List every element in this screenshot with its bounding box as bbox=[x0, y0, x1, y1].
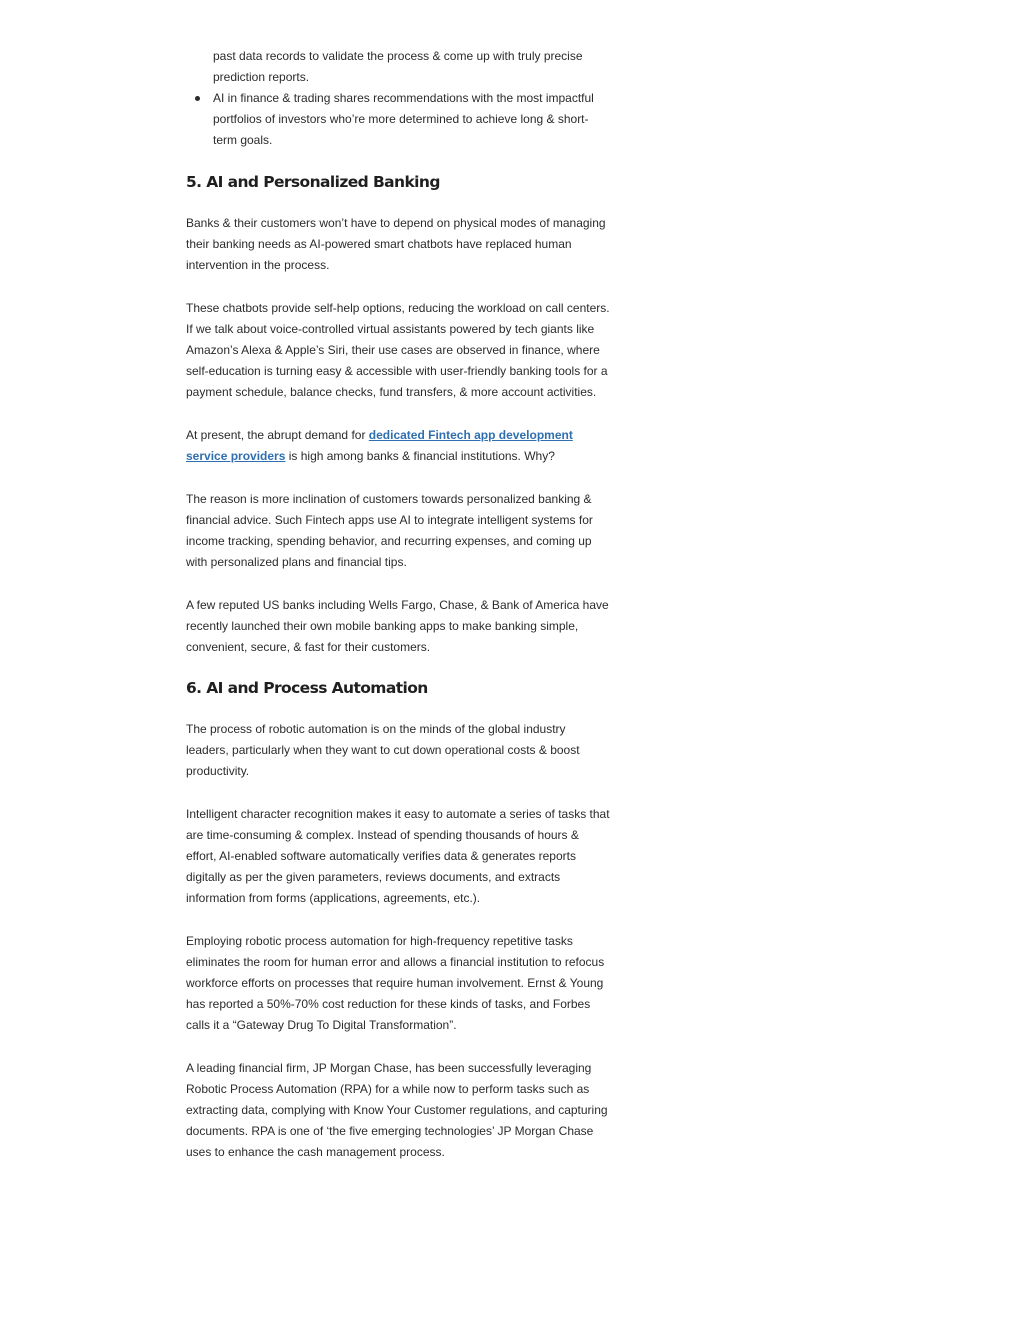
paragraph-with-link bbox=[186, 425, 611, 467]
paragraph: A leading financial firm, JP Morgan Chase, has been successfully leveraging Robotic Process Automation (RPA) for a while now to perform tasks such as extracting data, complying with Know Your Customer regulations, and capturing documents. RPA is one of ‘the five emerging technologies’ JP Morgan Chase uses to enhance the cash management process. bbox=[186, 1061, 608, 1159]
paragraph: The process of robotic automation is on the minds of the global industry leaders, particularly when they want to cut down operational costs & boost productivity. bbox=[186, 722, 580, 778]
paragraph-text: is high among banks & financial institutions. Why? bbox=[285, 449, 555, 463]
paragraph-text: At present, the abrupt demand for bbox=[186, 428, 369, 442]
paragraph: These chatbots provide self-help options, reducing the workload on call centers. If we talk about voice-controlled virtual assistants powered by tech giants like Amazon’s Alexa & Apple’s Siri, their use cases are observed in finance, where self-education is turning easy & accessible with user-friendly banking tools for a payment schedule, balance checks, fund transfers, & more account activities. bbox=[186, 301, 610, 399]
list-item: AI in finance & trading shares recommendations with the most impactful portfolios of investors who’re more determined to achieve long & short-term goals. bbox=[213, 88, 611, 151]
paragraph: Intelligent character recognition makes it easy to automate a series of tasks that are time-consuming & complex. Instead of spending thousands of hours & effort, AI-enabled software automatically verifies data & generates reports digitally as per the given parameters, reviews documents, and extracts information from forms (applications, agreements, etc.). bbox=[186, 807, 610, 905]
paragraph: The reason is more inclination of customers towards personalized banking & financial advice. Such Fintech apps use AI to integrate intelligent systems for income tracking, spending behavior, and recurring expenses, and coming up with personalized plans and financial tips. bbox=[186, 492, 593, 569]
section-heading-personalized-banking: 5. AI and Personalized Banking bbox=[186, 173, 440, 191]
paragraph: A few reputed US banks including Wells Fargo, Chase, & Bank of America have recently launched their own mobile banking apps to make banking simple, convenient, secure, & fast for their customers. bbox=[186, 598, 609, 654]
section-heading-process-automation: 6. AI and Process Automation bbox=[186, 679, 428, 697]
article-body bbox=[186, 46, 611, 1163]
fintech-app-development-link[interactable]: dedicated Fintech app development service providers bbox=[186, 428, 573, 463]
bullet-list bbox=[186, 46, 611, 151]
paragraph: Banks & their customers won’t have to depend on physical modes of managing their banking needs as AI-powered smart chatbots have replaced human intervention in the process. bbox=[186, 216, 606, 272]
list-item: past data records to validate the process & come up with truly precise prediction reports. bbox=[213, 49, 583, 84]
paragraph: Employing robotic process automation for high-frequency repetitive tasks eliminates the room for human error and allows a financial institution to refocus workforce efforts on processes that require human involvement. Ernst & Young has reported a 50%-70% cost reduction for these kinds of tasks, and Forbes calls it a “Gateway Drug To Digital Transformation”. bbox=[186, 934, 605, 1032]
